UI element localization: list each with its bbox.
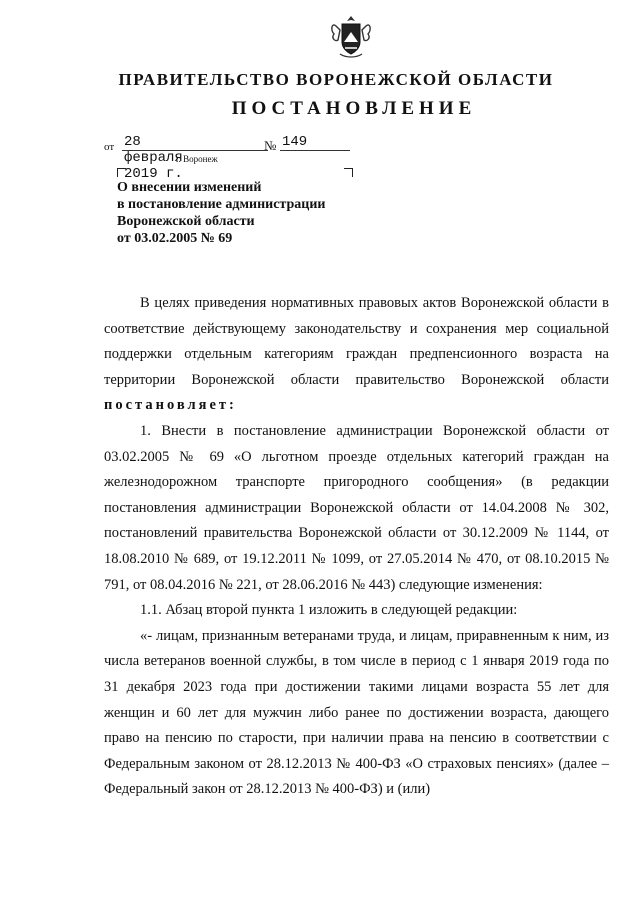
subject-line: О внесении изменений [117,180,262,195]
corner-mark-left [117,168,126,177]
document-number: 149 [282,134,308,150]
preamble-paragraph [104,291,609,419]
document-subject [117,179,357,247]
subject-line: в постановление администрации [117,197,326,212]
number-underline [280,150,350,151]
quoted-text-paragraph: «- лицам, признанным ветеранами труда, и лицам, приравненным к ним, из числа ветеранов военной службы, в том числе в период с 1 января 2019 года по 31 декабря 2023 года при достижении такими лицами возраста 55 лет для женщин и 60 лет для мужчин либо ранее по достижении возраста, дающего право на пенсию по старости, при наличии права на пенсию в соответствии с Федеральным законом от 28.12.2013 № 400-ФЗ «О страховых пенсиях» (далее – Федеральный закон от 28.12.2013 № 400-ФЗ) и (или) [104,627,609,798]
government-title: ПРАВИТЕЛЬСТВО ВОРОНЕЖСКОЙ ОБЛАСТИ [118,70,554,89]
clause-1-paragraph: 1. Внести в постановление администрации Воронежской области от 03.02.2005 № 69 «О льготном проезде отдельных категорий граждан на железнодорожном транспорте пригородного сообщения» (в редакции постановления администрации Воронежской области от 14.04.2008 № 302, постановлений правительства Воронежской области от 30.12.2009 № 1144, от 18.08.2010 № 689, от 19.12.2011 № 1099, от 27.05.2014 № 470, от 08.10.2015 № 791, от 08.04.2016 № 221, от 28.06.2016 № 443) следующие изменения: [104,422,609,593]
from-label: от [104,141,115,153]
corner-mark-right [344,168,353,177]
coat-of-arms-icon [328,12,374,60]
document-date: 28 февраля 2019 г. [124,134,183,182]
preamble-text: В целях приведения нормативных правовых актов Воронежской области в соответствие действующему законодательству и сохранения мер социальной поддержки отдельным категориям граждан предпенсионного возраста на территории Воронежской области правительство Воронежской области [104,295,609,388]
resolves-word: постановляет: [104,397,237,414]
clause-1-1-paragraph: 1.1. Абзац второй пункта 1 изложить в следующей редакции: [140,602,518,619]
city-label: г. Воронеж [176,154,218,164]
number-label: № [264,138,277,153]
subject-line: Воронежской области [117,214,255,229]
document-type: ПОСТАНОВЛЕНИЕ [231,98,477,119]
document-body [104,291,609,803]
subject-line: от 03.02.2005 № 69 [117,231,233,246]
